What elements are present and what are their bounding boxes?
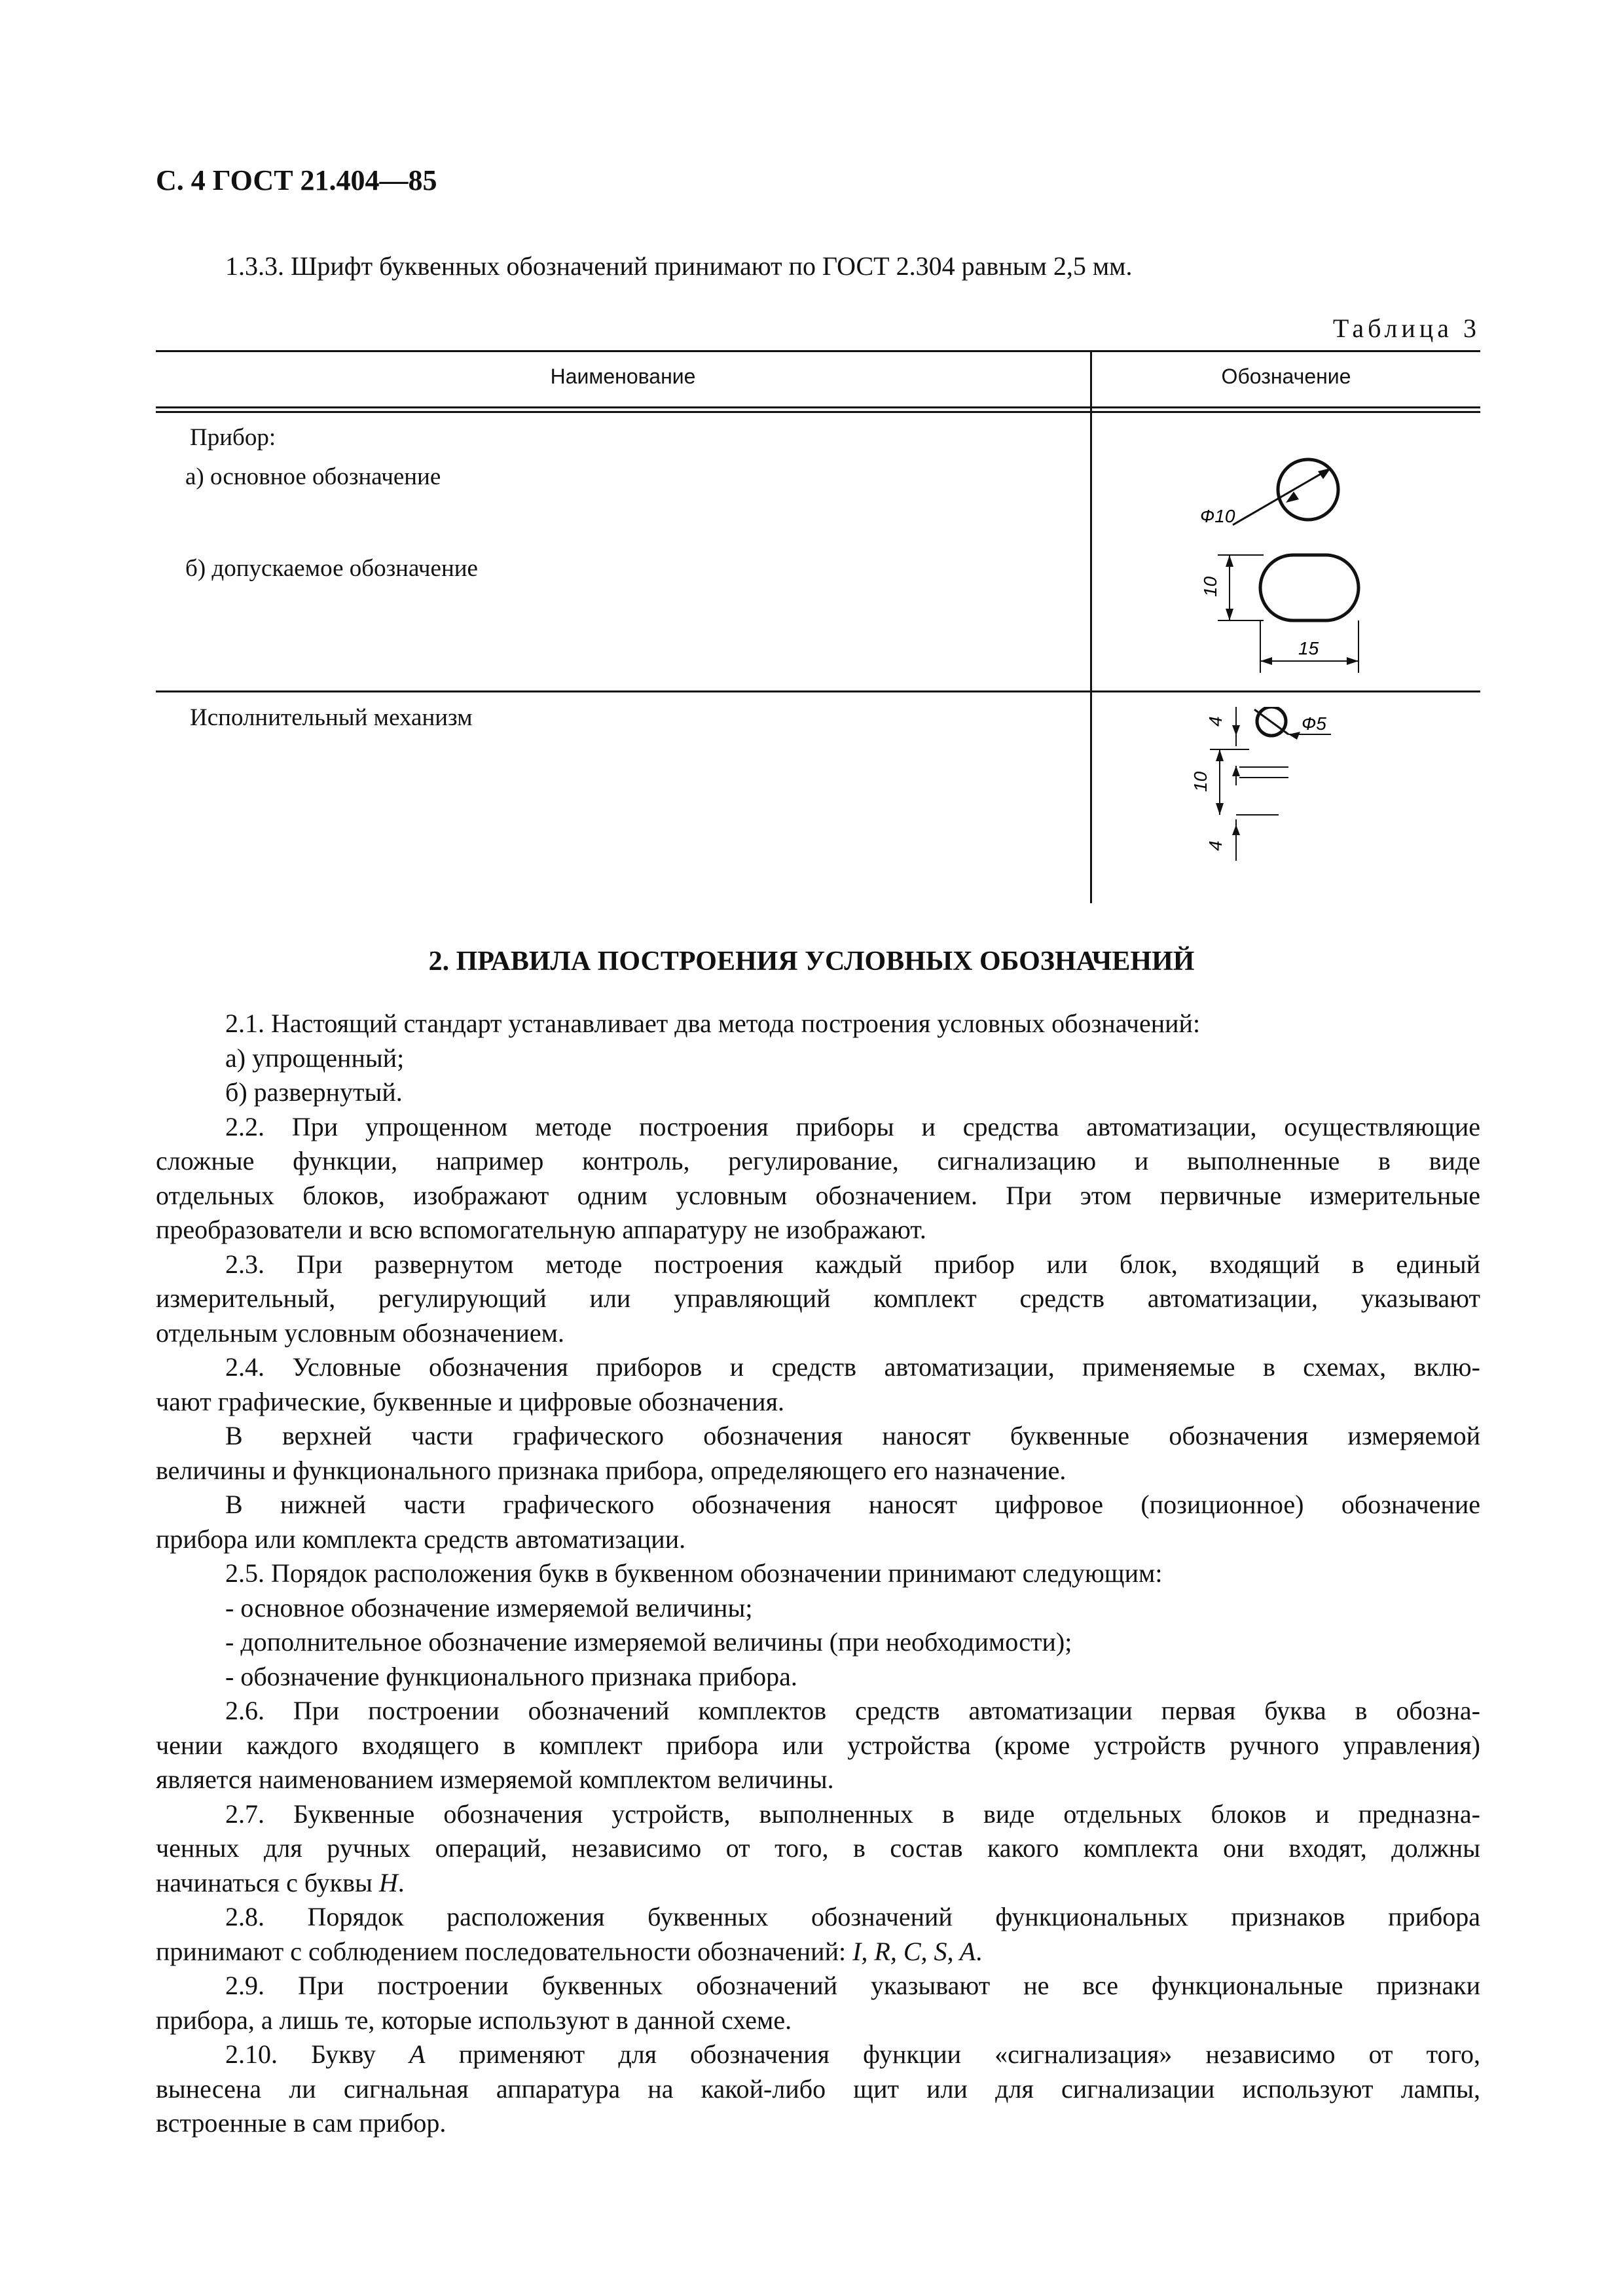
table-header-rule-2 <box>156 411 1480 413</box>
text-run: 2.10. Букву <box>225 2039 410 2069</box>
text-run: начинаться с буквы <box>156 1867 379 1897</box>
clause-2-3-line: отдельным условным обозначением. <box>156 1318 564 1348</box>
clause-2-4b-line: В верхней части графического обозначения наносят буквенные обозначения измеряемой <box>225 1421 1480 1450</box>
clause-2-9-line: прибора, а лишь те, которые используют в данной схеме. <box>156 2005 792 2035</box>
clause-2-2-line: 2.2. При упрощенном методе построения приборы и средства автоматизации, осуществляющие <box>225 1111 1480 1141</box>
row-device-main: а) основное обозначение <box>185 463 441 490</box>
dim-alt-width: 15 <box>1298 638 1319 658</box>
dim-act-height: 10 <box>1190 771 1211 792</box>
row-device: Прибор: <box>190 424 276 451</box>
header-symbol: Обозначение <box>1221 365 1351 388</box>
clause-2-3-line: измерительный, регулирующий или управляющий комплект средств автоматизации, указывают <box>156 1283 1480 1313</box>
clause-2-4c-line: прибора или комплекта средств автоматизации. <box>156 1524 686 1554</box>
clause-2-10-line <box>156 2037 1480 2072</box>
clause-2-1-a: а) упрощенный; <box>225 1043 405 1073</box>
clause-2-7-line <box>156 1866 1480 1901</box>
table-top-rule <box>156 350 1480 352</box>
row-actuator: Исполнительный механизм <box>190 704 473 731</box>
clause-2-5-item: - обозначение функционального признака прибора. <box>225 1661 797 1691</box>
table-column-divider <box>1090 350 1092 903</box>
clause-2-3-line: 2.3. При развернутом методе построения каждый прибор или блок, входящий в единый <box>225 1249 1480 1279</box>
device-main-symbol <box>1194 452 1357 537</box>
actuator-symbol <box>1190 707 1400 870</box>
clause-2-10-line: вынесена ли сигнальная аппаратура на какой-либо щит или для сигнализации используют лампы, <box>156 2073 1480 2104</box>
clause-2-2-line: отдельных блоков, изображают одним условным обозначением. При этом первичные измерительные <box>156 1180 1480 1210</box>
dim-act-diameter: Ф5 <box>1302 713 1326 734</box>
header-name: Наименование <box>550 365 696 388</box>
clause-2-10-line: встроенные в сам прибор. <box>156 2108 447 2138</box>
clause-2-4-line: 2.4. Условные обозначения приборов и средств автоматизации, применяемые в схемах, вклю- <box>225 1352 1480 1382</box>
symbols-table <box>156 350 1480 903</box>
text-run: . <box>976 1936 983 1966</box>
clause-2-4-line: чают графические, буквенные и цифровые обозначения. <box>156 1386 784 1416</box>
row-device-alt: б) допускаемое обозначение <box>185 555 478 582</box>
table-header-rule <box>156 406 1480 408</box>
italic-letter: A <box>409 2039 426 2069</box>
dim-main-diameter: Ф10 <box>1200 506 1235 526</box>
table-row-rule <box>156 691 1480 692</box>
clause-2-7-line: 2.7. Буквенные обозначения устройств, выполненных в виде отдельных блоков и предназна- <box>225 1799 1480 1829</box>
text-run: . <box>397 1867 405 1897</box>
clause-2-5-item: - дополнительное обозначение измеряемой величины (при необходимости); <box>225 1627 1072 1657</box>
clause-2-5-item: - основное обозначение измеряемой величины; <box>225 1592 753 1623</box>
section-2-title: 2. ПРАВИЛА ПОСТРОЕНИЯ УСЛОВНЫХ ОБОЗНАЧЕНИЙ <box>428 946 1195 977</box>
clause-2-5: 2.5. Порядок расположения букв в буквенном обозначении принимают следующим: <box>225 1558 1163 1588</box>
clause-2-6-line: является наименованием измеряемой комплектом величины. <box>156 1765 834 1794</box>
italic-letters: I, R, C, S, A <box>852 1936 976 1966</box>
device-alt-symbol <box>1190 543 1387 681</box>
clause-2-4c-line: В нижней части графического обозначения наносят цифровое (позиционное) обозначение <box>225 1490 1480 1519</box>
dim-act-bottom: 4 <box>1205 840 1226 851</box>
table-caption: Таблица 3 <box>1332 314 1480 343</box>
page-header: С. 4 ГОСТ 21.404—85 <box>156 164 437 196</box>
clause-2-7-line: ченных для ручных операций, независимо от того, в состав какого комплекта они входят, должны <box>156 1833 1480 1863</box>
clause-2-2-line: преобразователи и всю вспомогательную аппаратуру не изображают. <box>156 1215 926 1244</box>
clause-2-2-line: сложные функции, например контроль, регулирование, сигнализацию и выполненные в виде <box>156 1146 1480 1175</box>
clause-2-6-line: 2.6. При построении обозначений комплектов средств автоматизации первая буква в обозна- <box>225 1696 1480 1725</box>
clause-2-1-b: б) развернутый. <box>225 1077 403 1107</box>
clause-2-1: 2.1. Настоящий стандарт устанавливает два метода построения условных обозначений: <box>225 1009 1201 1038</box>
text-run: применяют для обозначения функции «сигнализация» независимо от того, <box>425 2039 1480 2069</box>
clause-2-9-line: 2.9. При построении буквенных обозначений указывают не все функциональные признаки <box>225 1971 1480 2000</box>
italic-letter: H <box>378 1867 398 1897</box>
body-text <box>156 1007 1480 2141</box>
clause-1-3-3: 1.3.3. Шрифт буквенных обозначений принимают по ГОСТ 2.304 равным 2,5 мм. <box>225 251 1133 281</box>
text-run: принимают с соблюдением последовательности обозначений: <box>156 1936 853 1966</box>
dim-alt-height: 10 <box>1200 576 1220 597</box>
clause-2-6-line: чении каждого входящего в комплект прибора или устройства (кроме устройств ручного управления) <box>156 1730 1480 1760</box>
dim-act-top: 4 <box>1205 716 1226 726</box>
clause-2-8-line <box>156 1935 1480 1969</box>
clause-2-4b-line: величины и функционального признака прибора, определяющего его назначение. <box>156 1455 1067 1485</box>
clause-2-8-line: 2.8. Порядок расположения буквенных обозначений функциональных признаков прибора <box>225 1902 1480 1931</box>
